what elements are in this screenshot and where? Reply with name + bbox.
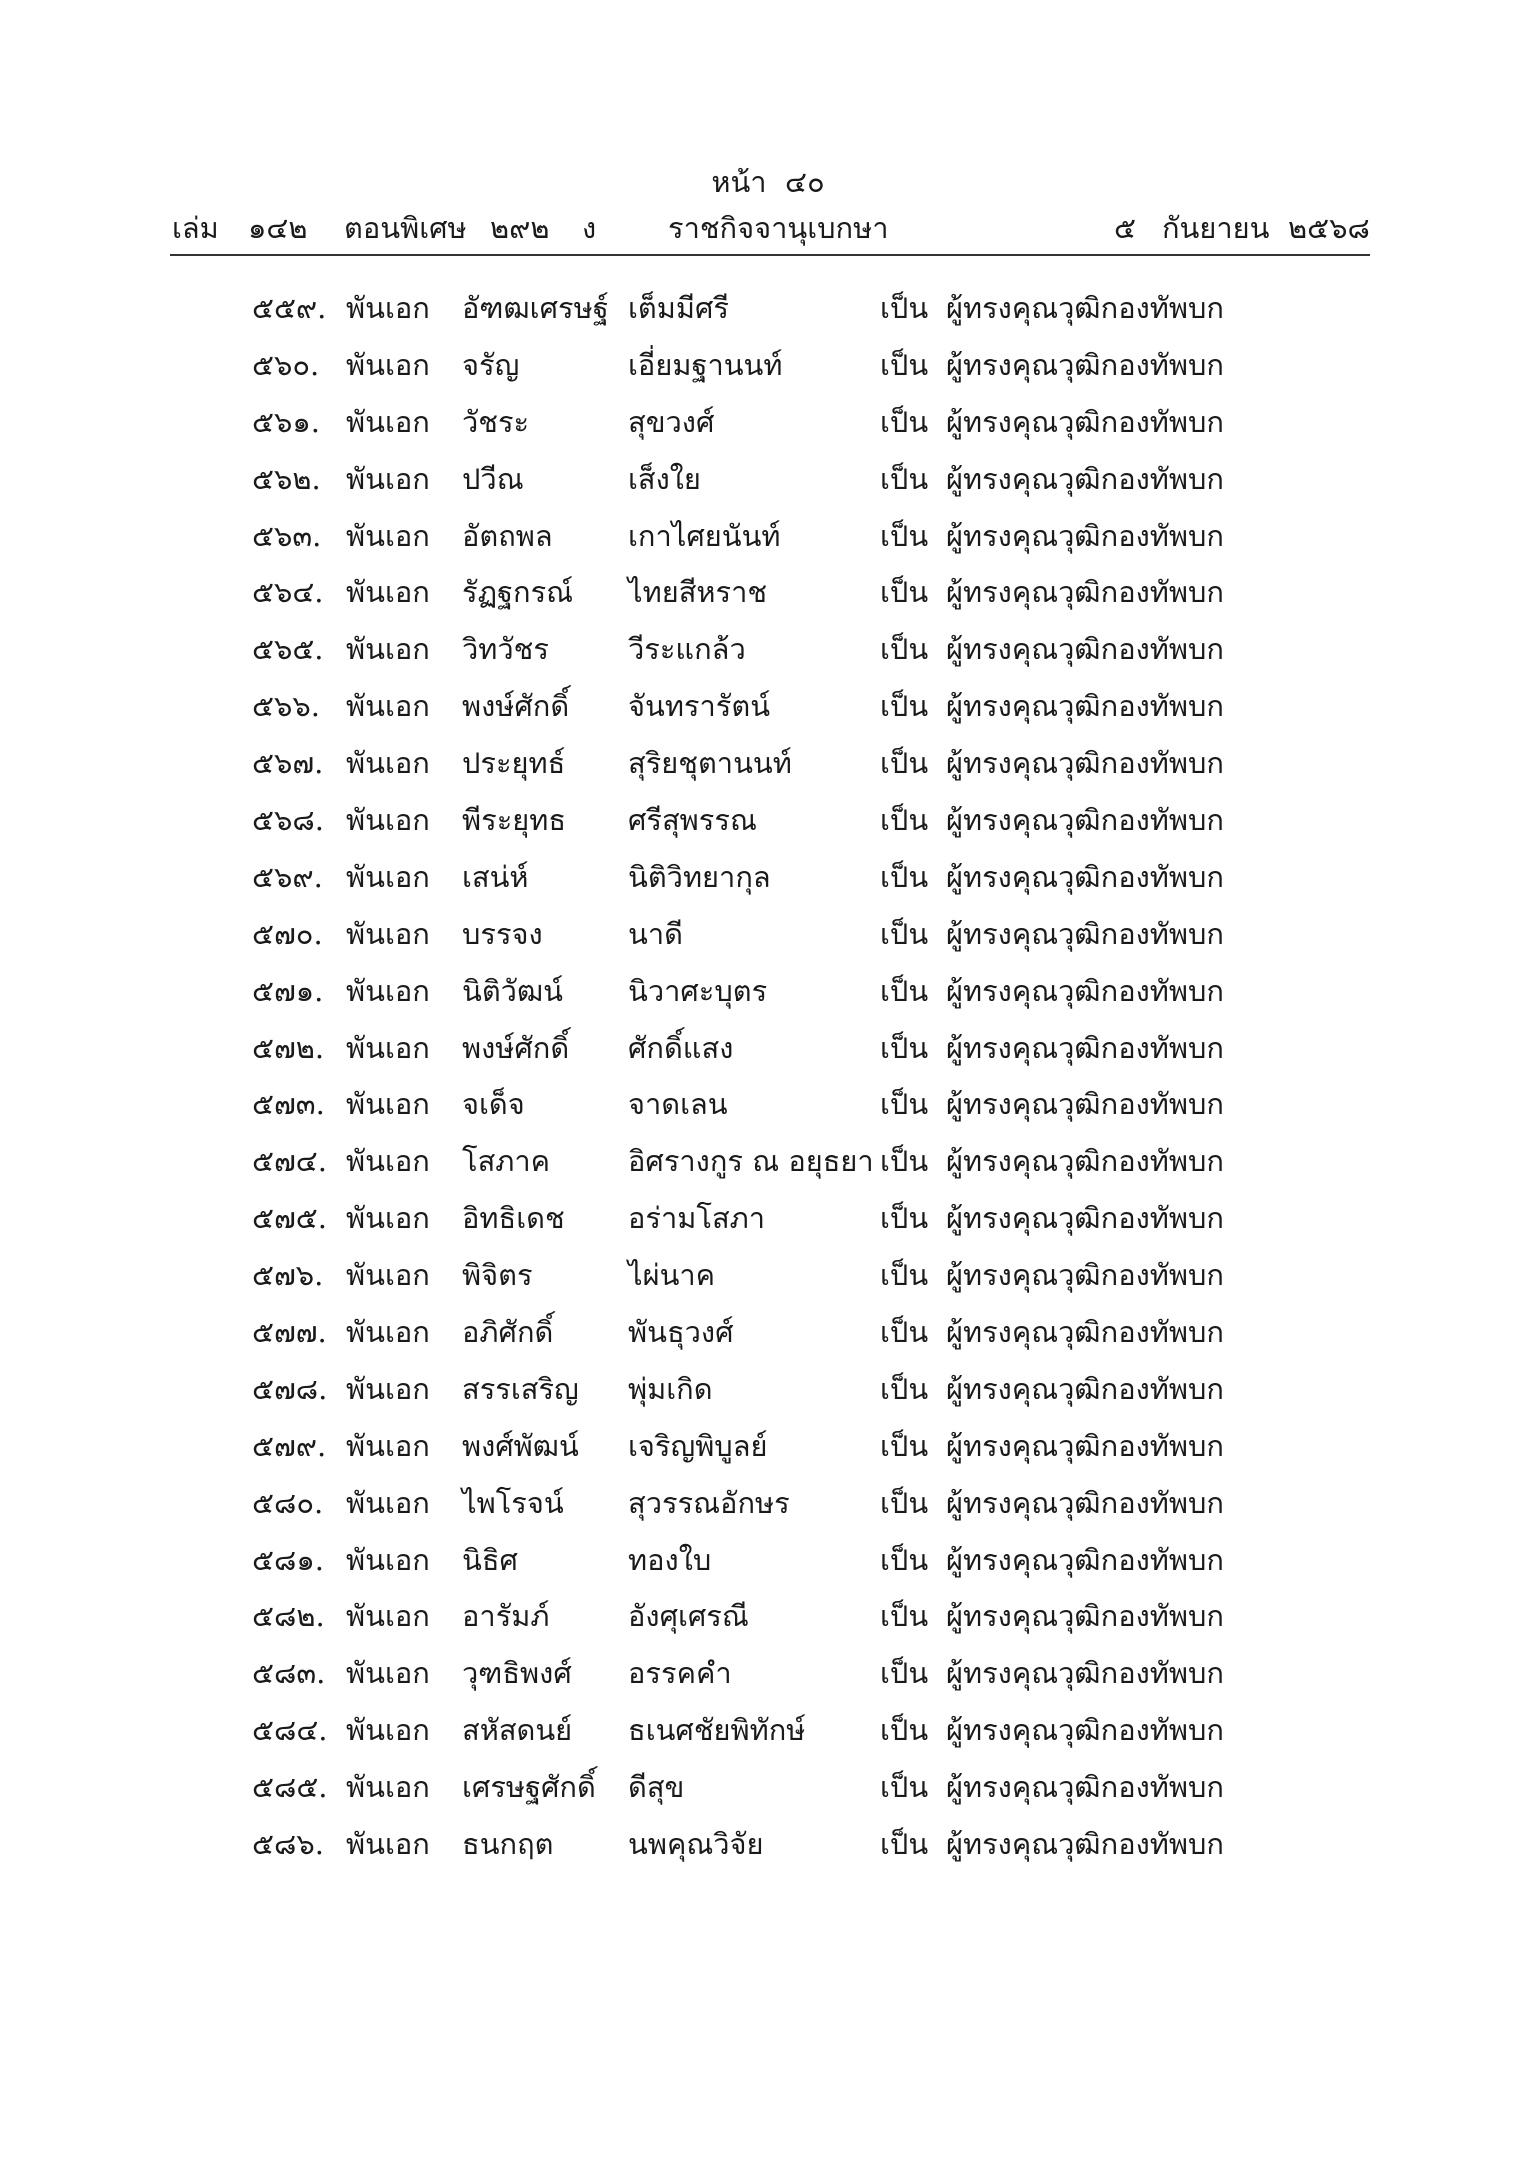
entry-rank: พันเอก xyxy=(346,859,430,894)
entry-position: ผู้ทรงคุณวุฒิกองทัพบก xyxy=(946,1599,1224,1634)
entry-position: ผู้ทรงคุณวุฒิกองทัพบก xyxy=(946,575,1224,610)
entry-rank: พันเอก xyxy=(346,689,430,724)
entry-number: ๕๖๘. xyxy=(252,803,324,838)
entry-rank: พันเอก xyxy=(346,803,430,838)
entry-rank: พันเอก xyxy=(346,518,430,553)
entry-number: ๕๘๓. xyxy=(252,1656,326,1691)
entry-rank: พันเอก xyxy=(346,1371,430,1406)
list-item xyxy=(0,1708,1536,1765)
entry-as-word: เป็น xyxy=(880,461,929,496)
entry-last-name: สุวรรณอักษร xyxy=(628,1485,790,1520)
entry-last-name: พันธุวงศ์ xyxy=(628,1315,734,1350)
entry-last-name: อรรคคำ xyxy=(628,1656,732,1691)
entry-number: ๕๘๖. xyxy=(252,1827,324,1862)
entry-first-name: วุฑธิพงศ์ xyxy=(462,1656,572,1691)
gazette-header xyxy=(0,206,1536,250)
section-label: ตอนพิเศษ xyxy=(344,211,467,245)
gazette-name: ราชกิจจานุเบกษา xyxy=(668,211,889,245)
entry-number: ๕๗๒. xyxy=(252,1030,325,1065)
section-number: ๒๙๒ xyxy=(490,211,550,245)
entry-last-name: จันทรารัตน์ xyxy=(628,689,771,724)
entry-first-name: ประยุทธ์ xyxy=(462,746,566,781)
list-item xyxy=(0,1822,1536,1879)
entry-position: ผู้ทรงคุณวุฒิกองทัพบก xyxy=(946,1827,1224,1862)
entry-first-name: พงษ์ศักดิ์ xyxy=(462,689,570,724)
entry-as-word: เป็น xyxy=(880,632,929,667)
entry-rank: พันเอก xyxy=(346,1087,430,1122)
entry-as-word: เป็น xyxy=(880,347,929,382)
entry-first-name: บรรจง xyxy=(462,916,543,951)
list-item xyxy=(0,1139,1536,1196)
entry-as-word: เป็น xyxy=(880,1258,929,1293)
list-item xyxy=(0,1196,1536,1253)
entry-first-name: พงษ์ศักดิ์ xyxy=(462,1030,570,1065)
entry-rank: พันเอก xyxy=(346,1827,430,1862)
entry-first-name: จรัญ xyxy=(462,347,520,382)
list-item xyxy=(0,286,1536,343)
entry-number: ๕๗๙. xyxy=(252,1428,327,1463)
entry-rank: พันเอก xyxy=(346,973,430,1008)
entry-number: ๕๕๙. xyxy=(252,291,327,325)
entry-last-name: เอี่ยมฐานนท์ xyxy=(628,347,783,382)
entry-last-name: ไทยสีหราช xyxy=(628,575,768,610)
entry-last-name: ทองใบ xyxy=(628,1542,712,1577)
entry-number: ๕๗๔. xyxy=(252,1144,327,1179)
entry-number: ๕๗๖. xyxy=(252,1258,324,1293)
entry-last-name: วีระแกล้ว xyxy=(628,632,746,667)
entry-last-name: สุริยชุตานนท์ xyxy=(628,746,792,781)
entry-last-name: เจริญพิบูลย์ xyxy=(628,1428,768,1463)
entry-first-name: สรรเสริญ xyxy=(462,1371,579,1406)
entry-number: ๕๖๖. xyxy=(252,689,320,724)
entry-first-name: ธนกฤต xyxy=(462,1827,554,1862)
list-item xyxy=(0,1026,1536,1083)
entry-as-word: เป็น xyxy=(880,1485,929,1520)
list-item xyxy=(0,400,1536,457)
entry-position: ผู้ทรงคุณวุฒิกองทัพบก xyxy=(946,973,1224,1008)
list-item xyxy=(0,1253,1536,1310)
entry-number: ๕๗๑. xyxy=(252,973,324,1008)
entry-as-word: เป็น xyxy=(880,291,929,325)
entry-last-name: นพคุณวิจัย xyxy=(628,1827,764,1862)
entry-first-name: อิทธิเดช xyxy=(462,1201,565,1236)
entry-rank: พันเอก xyxy=(346,1315,430,1350)
entry-first-name: สหัสดนย์ xyxy=(462,1713,573,1748)
entry-number: ๕๗๐. xyxy=(252,916,323,951)
header-divider xyxy=(170,254,1370,256)
entry-position: ผู้ทรงคุณวุฒิกองทัพบก xyxy=(946,518,1224,553)
entry-as-word: เป็น xyxy=(880,1371,929,1406)
entry-position: ผู้ทรงคุณวุฒิกองทัพบก xyxy=(946,1371,1224,1406)
entry-position: ผู้ทรงคุณวุฒิกองทัพบก xyxy=(946,461,1224,496)
entry-number: ๕๘๕. xyxy=(252,1770,328,1805)
entry-first-name: นิติวัฒน์ xyxy=(462,973,563,1008)
entry-rank: พันเอก xyxy=(346,746,430,781)
list-item xyxy=(0,1594,1536,1651)
date-day: ๕ xyxy=(1114,211,1136,245)
entry-number: ๕๖๕. xyxy=(252,632,324,667)
entry-last-name: อังศุเศรณี xyxy=(628,1599,749,1634)
date-year: ๒๕๖๘ xyxy=(1288,211,1370,245)
entry-number: ๕๘๐. xyxy=(252,1485,324,1520)
entry-first-name: อัตถพล xyxy=(462,518,553,553)
entry-as-word: เป็น xyxy=(880,1770,929,1805)
entry-rank: พันเอก xyxy=(346,1485,430,1520)
list-item xyxy=(0,1424,1536,1481)
entry-number: ๕๗๘. xyxy=(252,1371,328,1406)
list-item xyxy=(0,798,1536,855)
entry-as-word: เป็น xyxy=(880,404,929,439)
entry-position: ผู้ทรงคุณวุฒิกองทัพบก xyxy=(946,1485,1224,1520)
list-item xyxy=(0,514,1536,571)
entry-position: ผู้ทรงคุณวุฒิกองทัพบก xyxy=(946,632,1224,667)
entry-position: ผู้ทรงคุณวุฒิกองทัพบก xyxy=(946,291,1224,325)
list-item xyxy=(0,1651,1536,1708)
entry-rank: พันเอก xyxy=(346,1713,430,1748)
entry-last-name: เกาไศยนันท์ xyxy=(628,518,781,553)
entry-position: ผู้ทรงคุณวุฒิกองทัพบก xyxy=(946,689,1224,724)
entry-first-name: ไพโรจน์ xyxy=(462,1485,564,1520)
entry-position: ผู้ทรงคุณวุฒิกองทัพบก xyxy=(946,347,1224,382)
entry-as-word: เป็น xyxy=(880,1656,929,1691)
list-item xyxy=(0,627,1536,684)
entry-position: ผู้ทรงคุณวุฒิกองทัพบก xyxy=(946,859,1224,894)
entry-position: ผู้ทรงคุณวุฒิกองทัพบก xyxy=(946,1713,1224,1748)
entry-as-word: เป็น xyxy=(880,518,929,553)
entry-first-name: วิทวัชร xyxy=(462,632,549,667)
entry-last-name: สุขวงศ์ xyxy=(628,404,715,439)
entry-rank: พันเอก xyxy=(346,1258,430,1293)
entry-as-word: เป็น xyxy=(880,859,929,894)
entry-as-word: เป็น xyxy=(880,973,929,1008)
entry-first-name: รัฏฐกรณ์ xyxy=(462,575,574,610)
entry-position: ผู้ทรงคุณวุฒิกองทัพบก xyxy=(946,1656,1224,1691)
entry-as-word: เป็น xyxy=(880,1201,929,1236)
entry-number: ๕๖๐. xyxy=(252,347,320,382)
entry-number: ๕๘๑. xyxy=(252,1542,324,1577)
entry-position: ผู้ทรงคุณวุฒิกองทัพบก xyxy=(946,1315,1224,1350)
entry-first-name: อัฑฒเศรษฐ์ xyxy=(462,291,609,325)
entry-position: ผู้ทรงคุณวุฒิกองทัพบก xyxy=(946,1201,1224,1236)
entry-position: ผู้ทรงคุณวุฒิกองทัพบก xyxy=(946,1030,1224,1065)
entry-number: ๕๘๔. xyxy=(252,1713,328,1748)
entry-number: ๕๖๙. xyxy=(252,859,323,894)
entry-last-name: นิติวิทยากุล xyxy=(628,859,771,894)
section-code: ง xyxy=(582,211,597,245)
entry-as-word: เป็น xyxy=(880,916,929,951)
list-item xyxy=(0,912,1536,969)
list-item xyxy=(0,1310,1536,1367)
list-item xyxy=(0,1765,1536,1822)
page-number xyxy=(0,162,1536,202)
entry-rank: พันเอก xyxy=(346,1144,430,1179)
entry-position: ผู้ทรงคุณวุฒิกองทัพบก xyxy=(946,1542,1224,1577)
entry-first-name: โสภาค xyxy=(462,1144,551,1179)
entry-rank: พันเอก xyxy=(346,291,430,325)
entry-first-name: นิธิศ xyxy=(462,1542,518,1577)
entry-last-name: นาดี xyxy=(628,916,683,951)
list-item xyxy=(0,457,1536,514)
entry-rank: พันเอก xyxy=(346,461,430,496)
entry-first-name: อภิศักดิ์ xyxy=(462,1315,554,1350)
entry-as-word: เป็น xyxy=(880,1827,929,1862)
entry-rank: พันเอก xyxy=(346,404,430,439)
list-item xyxy=(0,855,1536,912)
entry-first-name: พีระยุทธ xyxy=(462,803,567,838)
entry-as-word: เป็น xyxy=(880,746,929,781)
entry-first-name: อารัมภ์ xyxy=(462,1599,550,1634)
entry-last-name: ดีสุข xyxy=(628,1770,685,1805)
entry-position: ผู้ทรงคุณวุฒิกองทัพบก xyxy=(946,1087,1224,1122)
entry-first-name: วัชระ xyxy=(462,404,530,439)
entry-position: ผู้ทรงคุณวุฒิกองทัพบก xyxy=(946,916,1224,951)
entry-rank: พันเอก xyxy=(346,1542,430,1577)
list-item xyxy=(0,1082,1536,1139)
page-label: หน้า xyxy=(711,165,767,199)
entry-rank: พันเอก xyxy=(346,1599,430,1634)
volume-label: เล่ม xyxy=(172,211,219,245)
entry-position: ผู้ทรงคุณวุฒิกองทัพบก xyxy=(946,404,1224,439)
list-item xyxy=(0,969,1536,1026)
entry-first-name: พิจิตร xyxy=(462,1258,533,1293)
list-item xyxy=(0,1538,1536,1595)
entry-last-name: พุ่มเกิด xyxy=(628,1371,713,1406)
entry-last-name: จาดเลน xyxy=(628,1087,728,1122)
entry-as-word: เป็น xyxy=(880,803,929,838)
entry-last-name: ไผ่นาค xyxy=(628,1258,716,1293)
entry-as-word: เป็น xyxy=(880,1428,929,1463)
entry-first-name: พงศ์พัฒน์ xyxy=(462,1428,579,1463)
entry-last-name: อร่ามโสภา xyxy=(628,1201,766,1236)
entry-number: ๕๗๓. xyxy=(252,1087,325,1122)
entry-rank: พันเอก xyxy=(346,575,430,610)
entry-last-name: อิศรางกูร ณ อยุธยา xyxy=(628,1144,874,1179)
entry-as-word: เป็น xyxy=(880,1144,929,1179)
entry-number: ๕๖๓. xyxy=(252,518,322,553)
date-month: กันยายน xyxy=(1162,211,1270,245)
entry-rank: พันเอก xyxy=(346,632,430,667)
list-item xyxy=(0,1367,1536,1424)
entry-last-name: เต็มมีศรี xyxy=(628,291,729,325)
entry-position: ผู้ทรงคุณวุฒิกองทัพบก xyxy=(946,1428,1224,1463)
entry-first-name: จเด็จ xyxy=(462,1087,525,1122)
entry-number: ๕๖๔. xyxy=(252,575,324,610)
entry-position: ผู้ทรงคุณวุฒิกองทัพบก xyxy=(946,1144,1224,1179)
entry-rank: พันเอก xyxy=(346,1201,430,1236)
entry-position: ผู้ทรงคุณวุฒิกองทัพบก xyxy=(946,746,1224,781)
entry-as-word: เป็น xyxy=(880,1713,929,1748)
entry-last-name: ธเนศชัยพิทักษ์ xyxy=(628,1713,806,1748)
entry-last-name: นิวาศะบุตร xyxy=(628,973,768,1008)
list-item xyxy=(0,1481,1536,1538)
appointment-list xyxy=(0,286,1536,1879)
entry-as-word: เป็น xyxy=(880,1315,929,1350)
entry-rank: พันเอก xyxy=(346,347,430,382)
entry-position: ผู้ทรงคุณวุฒิกองทัพบก xyxy=(946,1770,1224,1805)
entry-rank: พันเอก xyxy=(346,916,430,951)
entry-first-name: ปวีณ xyxy=(462,461,524,496)
list-item xyxy=(0,741,1536,798)
entry-first-name: เสน่ห์ xyxy=(462,859,529,894)
entry-rank: พันเอก xyxy=(346,1770,430,1805)
entry-position: ผู้ทรงคุณวุฒิกองทัพบก xyxy=(946,803,1224,838)
list-item xyxy=(0,343,1536,400)
entry-rank: พันเอก xyxy=(346,1030,430,1065)
entry-last-name: เส็งใย xyxy=(628,461,701,496)
entry-as-word: เป็น xyxy=(880,1542,929,1577)
page-number-value: ๔๐ xyxy=(785,165,825,199)
entry-as-word: เป็น xyxy=(880,689,929,724)
entry-number: ๕๗๕. xyxy=(252,1201,327,1236)
entry-as-word: เป็น xyxy=(880,1087,929,1122)
entry-number: ๕๗๗. xyxy=(252,1315,327,1350)
entry-first-name: เศรษฐศักดิ์ xyxy=(462,1770,596,1805)
entry-as-word: เป็น xyxy=(880,1599,929,1634)
entry-rank: พันเอก xyxy=(346,1428,430,1463)
entry-last-name: ศรีสุพรรณ xyxy=(628,803,757,838)
entry-rank: พันเอก xyxy=(346,1656,430,1691)
list-item xyxy=(0,570,1536,627)
entry-last-name: ศักดิ์แสง xyxy=(628,1030,734,1065)
volume-number: ๑๔๒ xyxy=(248,211,308,245)
entry-number: ๕๖๒. xyxy=(252,461,321,496)
entry-as-word: เป็น xyxy=(880,575,929,610)
entry-number: ๕๘๒. xyxy=(252,1599,325,1634)
entry-as-word: เป็น xyxy=(880,1030,929,1065)
list-item xyxy=(0,684,1536,741)
entry-number: ๕๖๑. xyxy=(252,404,320,439)
entry-number: ๕๖๗. xyxy=(252,746,324,781)
entry-position: ผู้ทรงคุณวุฒิกองทัพบก xyxy=(946,1258,1224,1293)
